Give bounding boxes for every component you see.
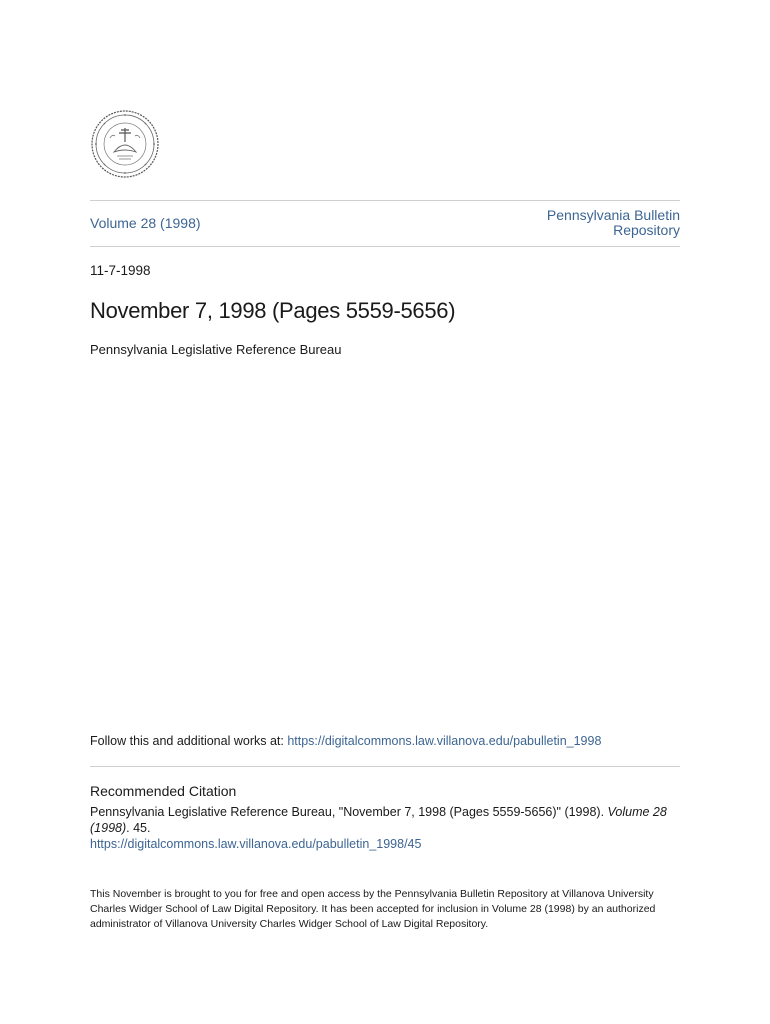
citation-text: Pennsylvania Legislative Reference Bureau, "November 7, 1998 (Pages 5559-5656)" (1998). xyxy=(90,805,608,819)
citation-volume: Volume 28 (1998) xyxy=(90,805,667,835)
repository-link-line1: Pennsylvania Bulletin xyxy=(546,207,680,223)
citation-number: . 45. xyxy=(126,821,151,835)
university-seal-icon xyxy=(90,108,160,180)
document-title: November 7, 1998 (Pages 5559-5656) xyxy=(90,298,456,323)
document-author: Pennsylvania Legislative Reference Bureau xyxy=(90,342,342,357)
citation-heading: Recommended Citation xyxy=(90,783,237,799)
follow-label: Follow this and additional works at: xyxy=(90,734,288,748)
citation-url-link[interactable]: https://digitalcommons.law.villanova.edu/pabulletin_1998/45 xyxy=(90,837,422,851)
citation-block xyxy=(90,804,680,852)
citation-rule xyxy=(90,766,680,767)
access-notice: This November is brought to you for free and open access by the Pennsylvania Bulletin Repository at Villanova University Charles Widger School of Law Digital Repository. It has been accepted for inclusion in Volume 28 (1998) by an authorized administrator of Villanova University Charles Widger School of Law Digital Repository. xyxy=(90,888,656,930)
publication-date: 11-7-1998 xyxy=(90,263,151,278)
follow-line xyxy=(90,734,601,748)
repository-link[interactable] xyxy=(480,208,680,238)
header-top-rule xyxy=(90,200,680,201)
repository-link-line2: Repository xyxy=(613,222,680,238)
volume-link[interactable]: Volume 28 (1998) xyxy=(90,215,201,231)
header-bottom-rule xyxy=(90,246,680,247)
follow-url-link[interactable]: https://digitalcommons.law.villanova.edu/pabulletin_1998 xyxy=(287,734,602,748)
